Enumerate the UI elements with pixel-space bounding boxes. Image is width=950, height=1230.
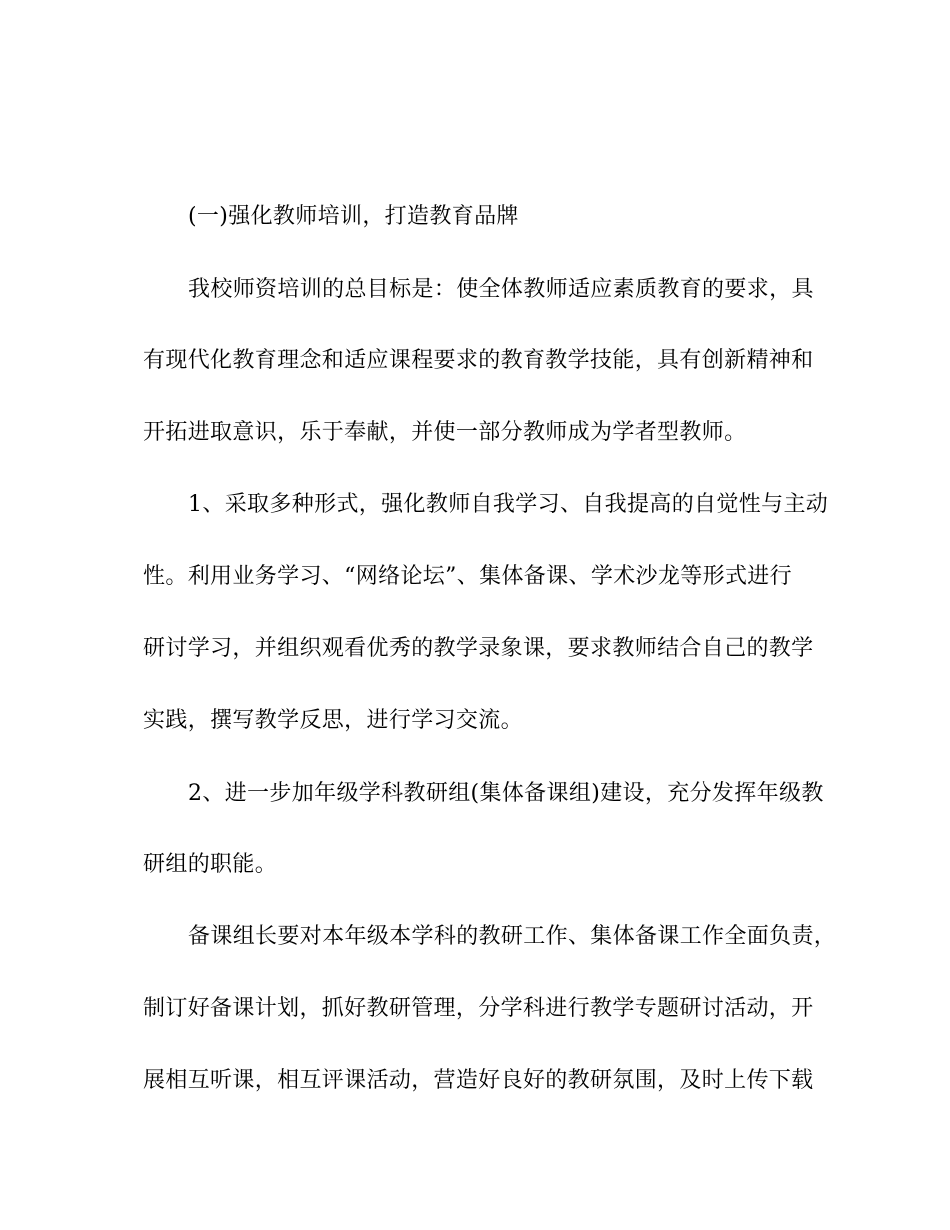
paragraph-line: 备课组长要对本年级本学科的教研工作、集体备课工作全面负责，: [188, 924, 837, 949]
paragraph-line: 研组的职能。: [143, 852, 278, 877]
paragraph-line: 制订好备课计划，抓好教研管理，分学科进行教学专题研讨活动，开: [143, 996, 814, 1021]
paragraph-line: 开拓进取意识，乐于奉献，并使一部分教师成为学者型教师。: [143, 420, 747, 445]
paragraph-line: 1、采取多种形式，强化教师自我学习、自我提高的自觉性与主动: [188, 492, 829, 517]
paragraph-line: 我校师资培训的总目标是：使全体教师适应素质教育的要求，具: [188, 277, 814, 302]
paragraph-line: 实践，撰写教学反思，进行学习交流。: [143, 708, 523, 733]
section-heading: (一)强化教师培训，打造教育品牌: [188, 204, 519, 229]
paragraph-line: 展相互听课，相互评课活动，营造好良好的教研氛围，及时上传下载: [143, 1068, 814, 1093]
paragraph-line: 性。利用业务学习、“网络论坛”、集体备课、学术沙龙等形式进行: [143, 564, 792, 589]
paragraph-line: 有现代化教育理念和适应课程要求的教育教学技能，具有创新精神和: [143, 348, 814, 373]
paragraph-line: 2、进一步加年级学科教研组(集体备课组)建设，充分发挥年级教: [188, 781, 824, 806]
paragraph-line: 研讨学习，并组织观看优秀的教学录象课，要求教师结合自己的教学: [143, 636, 814, 661]
